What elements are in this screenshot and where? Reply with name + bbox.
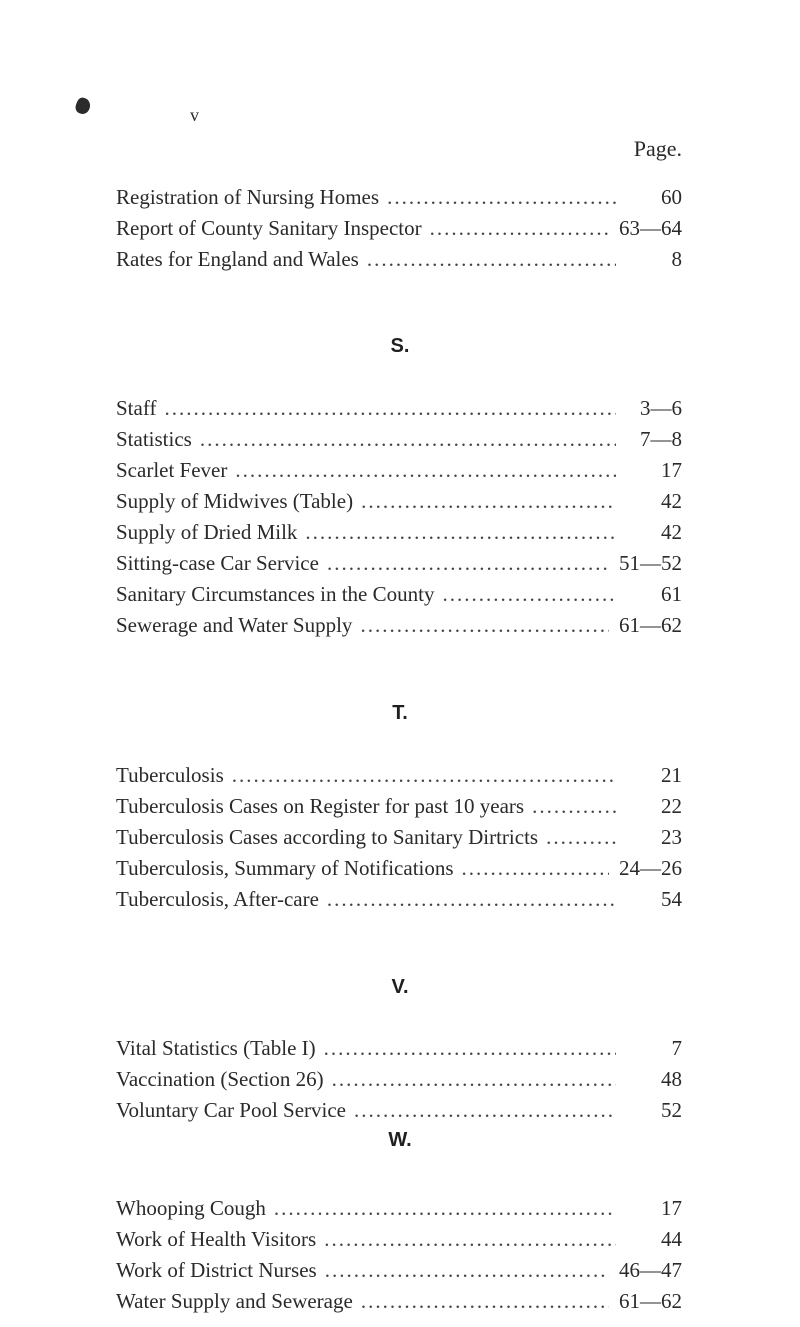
dot-leader xyxy=(327,548,609,578)
entry-page: 17 xyxy=(661,458,682,482)
entry-page: 54 xyxy=(661,887,682,911)
entry-page: 60 xyxy=(661,185,682,209)
entry-page: 24—26 xyxy=(619,856,682,880)
entry-page: 61 xyxy=(661,582,682,606)
entry-page: 21 xyxy=(661,763,682,787)
index-entry xyxy=(116,760,682,790)
page-column-heading: Page. xyxy=(633,136,682,161)
entry-label: Sitting-case Car Service xyxy=(116,551,319,575)
index-entry xyxy=(116,244,682,274)
index-entry xyxy=(116,393,682,423)
dot-leader xyxy=(367,244,616,274)
entry-label: Statistics xyxy=(116,427,192,451)
index-entry xyxy=(116,517,682,547)
section-letter-w: W. xyxy=(388,1129,412,1151)
index-entry xyxy=(116,1224,682,1254)
dot-leader xyxy=(332,1064,616,1094)
entry-page: 61—62 xyxy=(619,613,682,637)
index-entry xyxy=(116,791,682,821)
dot-leader xyxy=(354,1095,616,1125)
index-entry xyxy=(116,486,682,516)
index-entry xyxy=(116,455,682,485)
entry-label: Registration of Nursing Homes xyxy=(116,185,380,209)
entry-label: Vital Statistics (Table I) xyxy=(116,1036,316,1060)
entry-label: Supply of Midwives (Table) xyxy=(116,489,354,513)
index-entry xyxy=(116,1033,682,1063)
entry-label: Work of Health Visitors xyxy=(116,1227,317,1251)
dot-leader xyxy=(442,579,616,609)
dot-leader xyxy=(361,1286,609,1316)
dot-leader xyxy=(305,517,616,547)
dot-leader xyxy=(324,1033,616,1063)
entry-page: 51—52 xyxy=(619,551,682,575)
entry-label: Tuberculosis Cases on Register for past 10 years xyxy=(116,794,525,818)
index-entry xyxy=(116,1286,682,1316)
entry-label: Tuberculosis, Summary of Notifications xyxy=(116,856,454,880)
entry-label: Scarlet Fever xyxy=(116,458,228,482)
index-entry xyxy=(116,610,682,640)
entry-label: Rates for England and Wales xyxy=(116,247,359,271)
entry-label: Sewerage and Water Supply xyxy=(116,613,353,637)
dot-leader xyxy=(324,1224,616,1254)
entry-label: Water Supply and Sewerage xyxy=(116,1289,353,1313)
entry-label: Work of District Nurses xyxy=(116,1258,317,1282)
entry-page: 3—6 xyxy=(640,396,682,420)
index-entry xyxy=(116,853,682,883)
entry-page: 23 xyxy=(661,825,682,849)
entry-page: 63—64 xyxy=(619,216,682,240)
section-letter-v: V. xyxy=(391,976,409,998)
entry-page: 46—47 xyxy=(619,1258,682,1282)
entry-page: 22 xyxy=(661,794,682,818)
entry-label: Report of County Sanitary Inspector xyxy=(116,216,422,240)
entry-label: Vaccination (Section 26) xyxy=(116,1067,324,1091)
dot-leader xyxy=(200,424,616,454)
entry-page: 42 xyxy=(661,520,682,544)
index-entry xyxy=(116,1193,682,1223)
index-entry xyxy=(116,213,682,243)
section-letter-t: T. xyxy=(392,702,408,724)
entry-page: 8 xyxy=(671,247,682,271)
entry-page: 44 xyxy=(661,1227,682,1251)
entry-page: 52 xyxy=(661,1098,682,1122)
entry-label: Tuberculosis xyxy=(116,763,224,787)
entry-page: 17 xyxy=(661,1196,682,1220)
dot-leader xyxy=(235,455,616,485)
index-entry xyxy=(116,548,682,578)
index-entry xyxy=(116,1095,682,1125)
dot-leader xyxy=(462,853,609,883)
entry-label: Staff xyxy=(116,396,157,420)
entry-label: Voluntary Car Pool Service xyxy=(116,1098,346,1122)
index-entry xyxy=(116,1255,682,1285)
dot-leader xyxy=(232,760,616,790)
dot-leader xyxy=(387,182,616,212)
entry-page: 42 xyxy=(661,489,682,513)
dot-leader xyxy=(360,610,609,640)
ink-blot-mark xyxy=(74,96,93,116)
dot-leader xyxy=(532,791,616,821)
index-entry xyxy=(116,182,682,212)
entry-page: 61—62 xyxy=(619,1289,682,1313)
index-entry xyxy=(116,884,682,914)
entry-page: 48 xyxy=(661,1067,682,1091)
entry-label: Whooping Cough xyxy=(116,1196,266,1220)
index-entry xyxy=(116,822,682,852)
entry-label: Tuberculosis Cases according to Sanitary Dirtricts xyxy=(116,825,539,849)
entry-page: 7 xyxy=(671,1036,682,1060)
entry-page: 7—8 xyxy=(640,427,682,451)
dot-leader xyxy=(361,486,616,516)
index-entry xyxy=(116,579,682,609)
roman-page-number: v xyxy=(190,105,199,125)
dot-leader xyxy=(164,393,616,423)
entry-label: Sanitary Circumstances in the County xyxy=(116,582,435,606)
dot-leader xyxy=(274,1193,616,1223)
dot-leader xyxy=(325,1255,609,1285)
index-entry xyxy=(116,424,682,454)
entry-label: Supply of Dried Milk xyxy=(116,520,298,544)
entry-label: Tuberculosis, After-care xyxy=(116,887,319,911)
dot-leader xyxy=(327,884,616,914)
section-letter-s: S. xyxy=(390,335,410,357)
dot-leader xyxy=(430,213,609,243)
index-entry xyxy=(116,1064,682,1094)
dot-leader xyxy=(546,822,616,852)
